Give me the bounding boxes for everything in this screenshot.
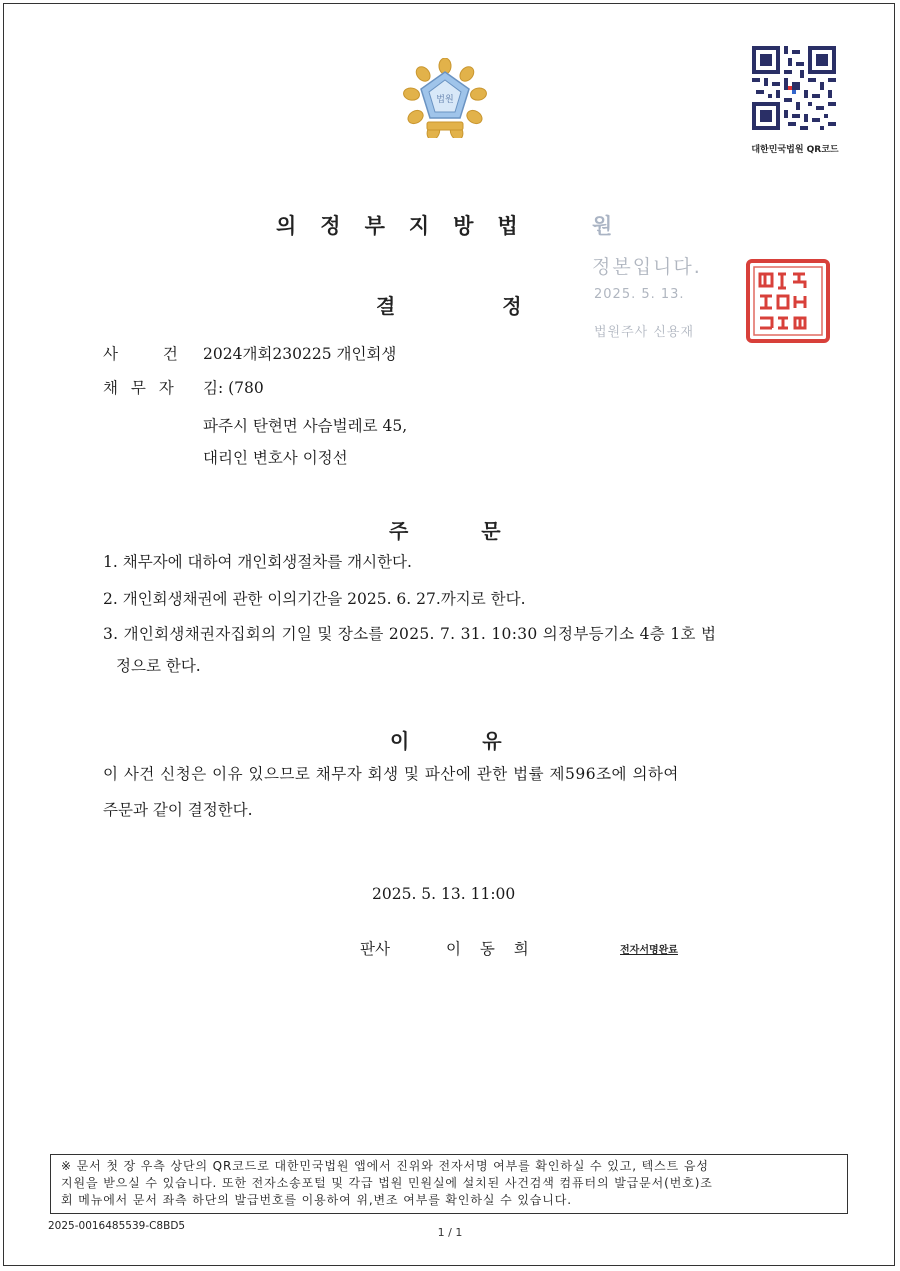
court-seal-icon [745, 258, 831, 344]
order-item: 1. 채무자에 대하여 개인회생절차를 개시한다. [103, 553, 412, 571]
issue-number: 2025-0016485539-C8BD5 [48, 1220, 186, 1232]
verification-notice [50, 1154, 848, 1214]
notice-line: 회 메뉴에서 문서 좌측 하단의 발급번호를 이용하여 위,변조 여부를 확인하실 수 있습니다. [61, 1193, 573, 1207]
debtor-agent: 대리인 변호사 이정선 [203, 449, 348, 467]
qr-code-icon [752, 46, 836, 130]
debtor-name: 김: (780 [203, 379, 264, 397]
judge-name: 이 동 희 [446, 940, 529, 958]
case-label: 사 건 [103, 345, 178, 363]
emblem-text: 법원 [436, 95, 454, 105]
order-heading: 주 문 [389, 519, 501, 543]
order-item: 3. 개인회생채권자집회의 기일 및 장소를 2025. 7. 31. 10:30 의정부등기소 4층 1호 법 [103, 625, 717, 643]
page-number: 1 / 1 [437, 1226, 463, 1239]
certified-date: 2025. 5. 13. [594, 287, 685, 302]
court-emblem-icon [403, 58, 487, 138]
qr-label: 대한민국법원 QR코드 [751, 145, 839, 155]
order-item: 2. 개인회생채권에 관한 이의기간을 2025. 6. 27.까지로 한다. [103, 590, 526, 608]
case-number: 2024개회230225 개인회생 [203, 345, 397, 363]
debtor-label: 채 무 자 [103, 379, 174, 397]
esignature-badge: 전자서명완료 [620, 945, 678, 956]
notice-line: ※ 문서 첫 장 우측 상단의 QR코드로 대한민국법원 앱에서 진위와 전자서명 여부를 확인하실 수 있고, 텍스트 음성 [61, 1159, 709, 1173]
order-item-continued: 정으로 한다. [116, 657, 201, 675]
notice-line: 지원을 받으실 수 있습니다. 또한 전자소송포털 및 각급 법원 민원실에 설치된 사건검색 컴퓨터의 발급문서(번호)조 [61, 1176, 713, 1190]
certified-copy-text: 정본입니다. [592, 256, 702, 278]
court-name-faint: 원 [592, 213, 613, 238]
judge-label: 판사 [360, 940, 390, 958]
decision-date: 2025. 5. 13. 11:00 [372, 885, 516, 903]
reason-line: 주문과 같이 결정한다. [103, 801, 253, 819]
debtor-address: 파주시 탄현면 사슴벌레로 45, [203, 417, 408, 435]
reason-heading: 이 유 [390, 729, 502, 753]
certified-official: 법원주사 신용재 [594, 325, 695, 340]
document-title: 결 정 [376, 294, 522, 318]
reason-line: 이 사건 신청은 이유 있으므로 채무자 회생 및 파산에 관한 법률 제596조에 의하여 [103, 765, 679, 783]
court-name: 의정부지방법 [276, 213, 542, 238]
